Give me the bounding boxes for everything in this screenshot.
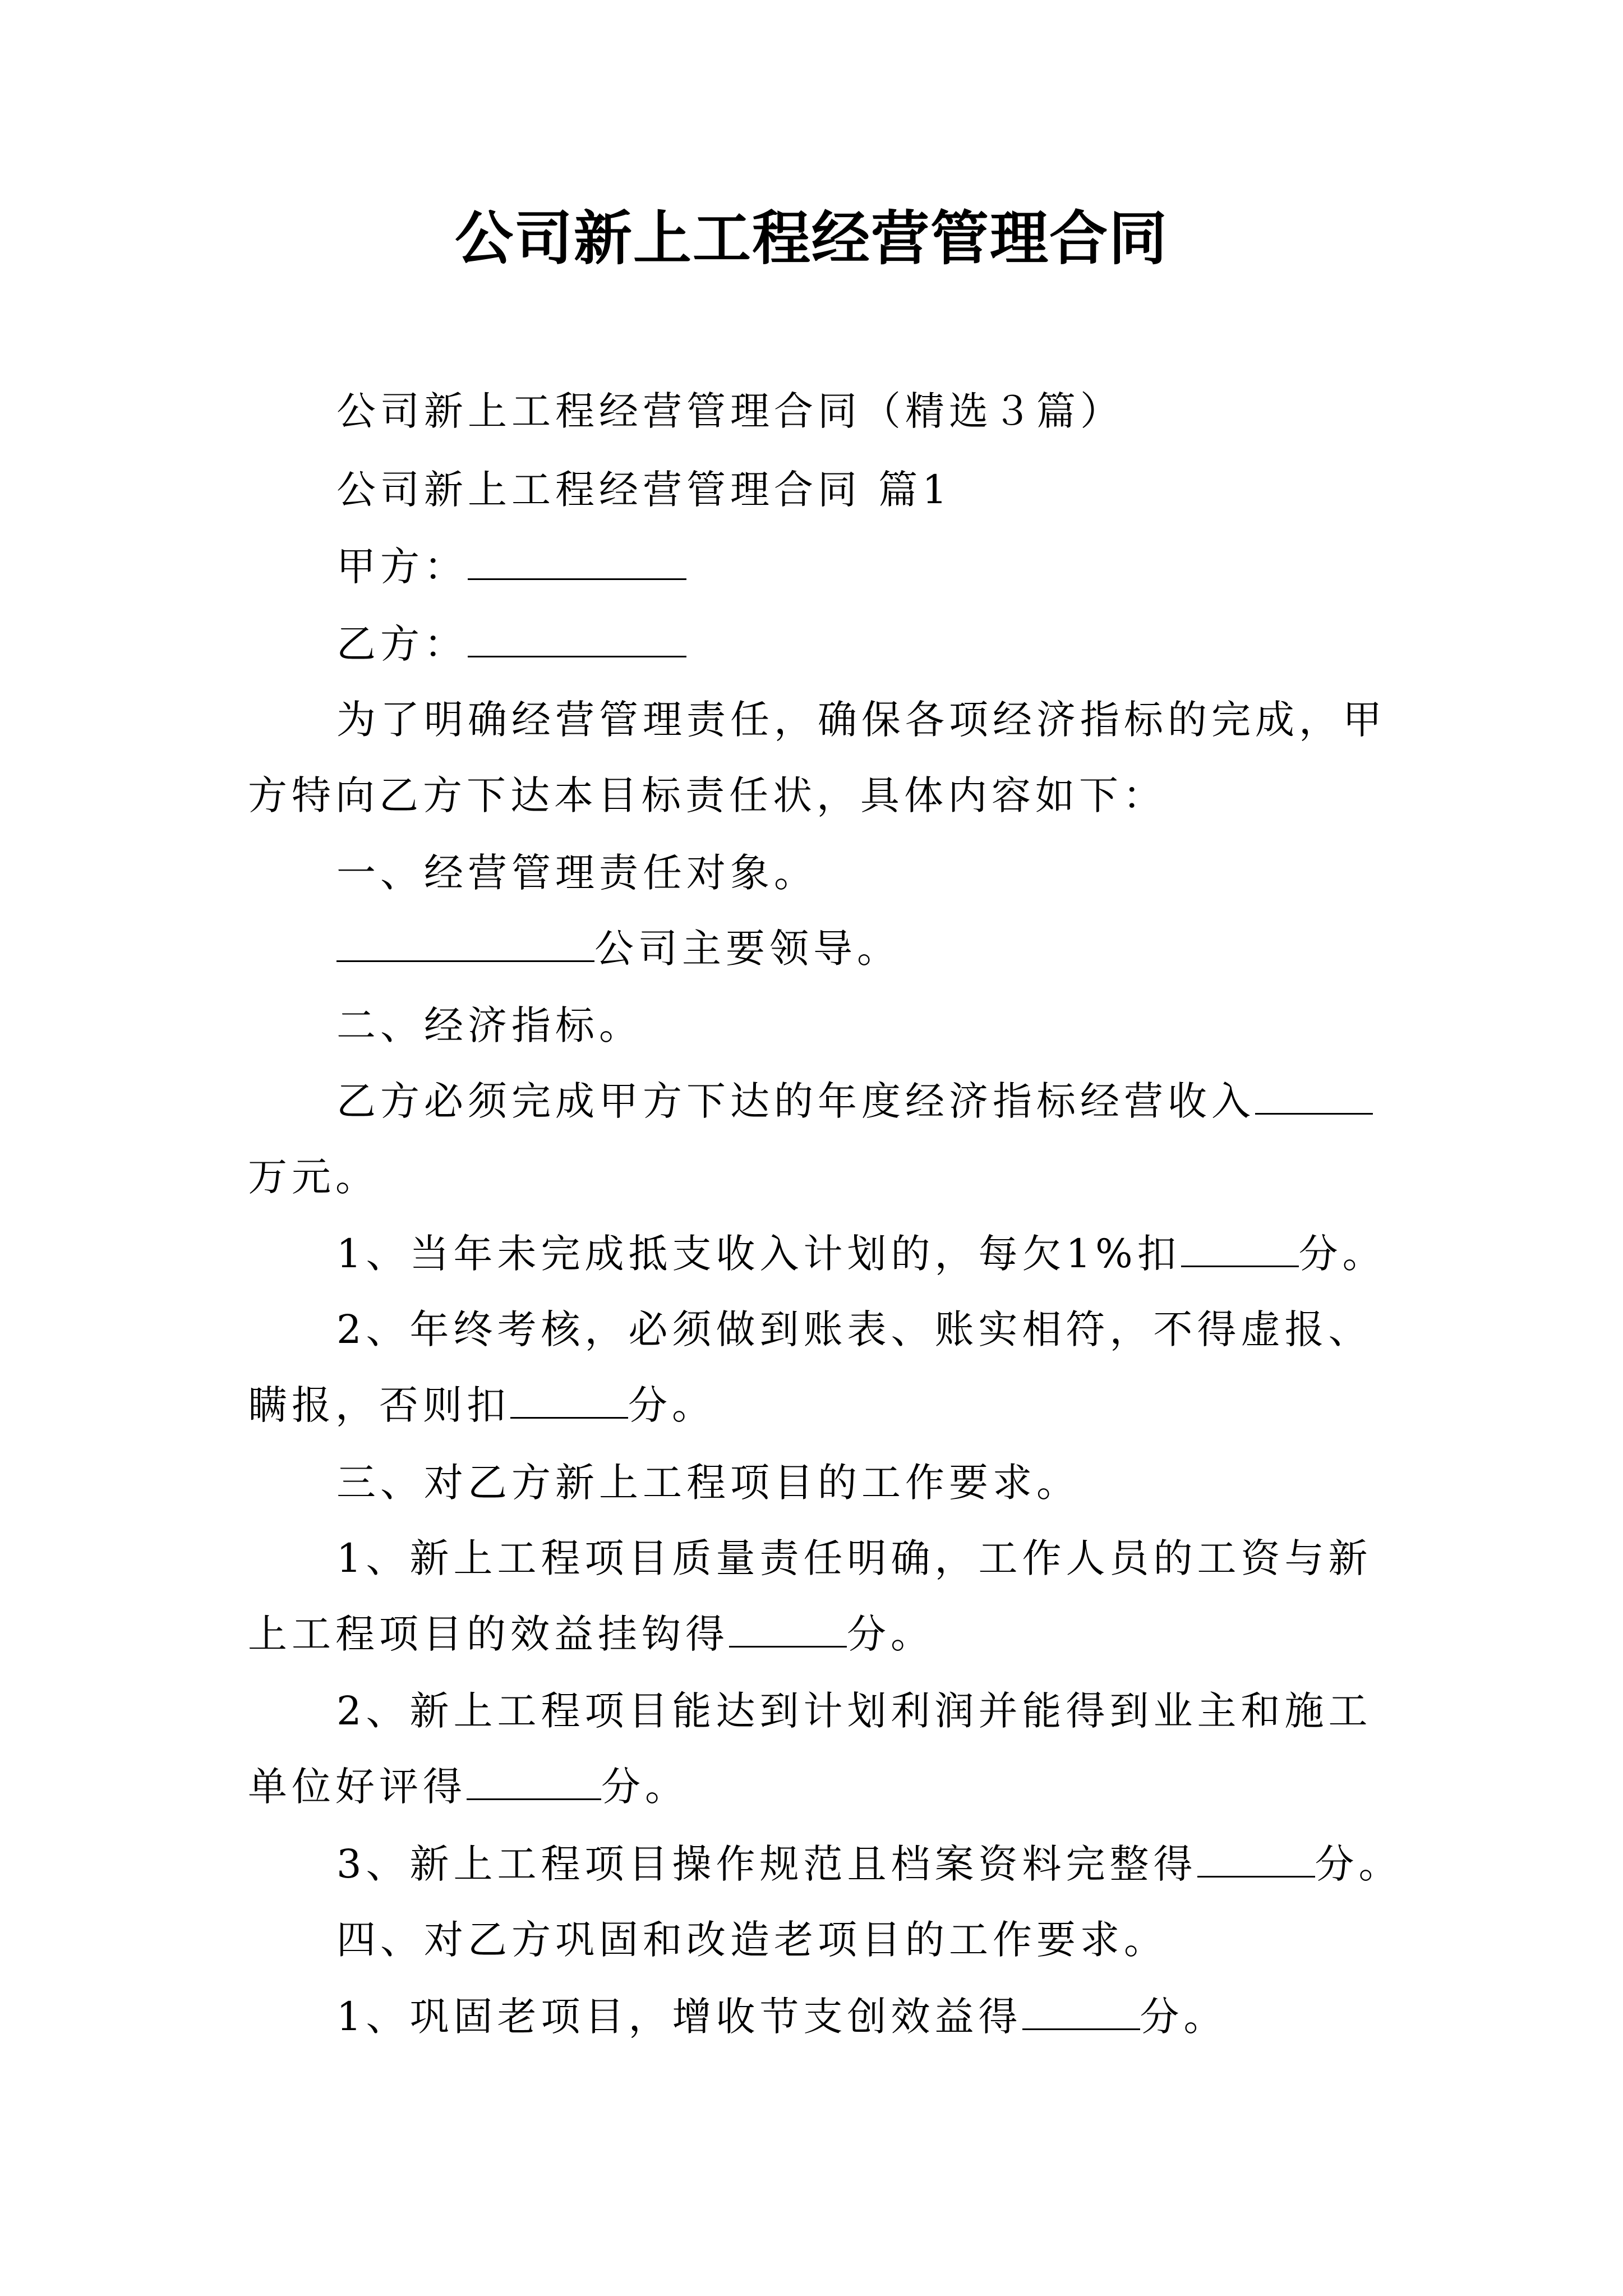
section-1-text: 公司主要领导。 [594, 926, 901, 972]
document-title: 公司新上工程经营管理合同 [454, 204, 1168, 273]
item-3-1-line-2 [248, 1609, 934, 1659]
party-a-blank [468, 544, 686, 580]
section-1-text-line [336, 923, 901, 974]
item-4-1-suffix: 分。 [1140, 1994, 1228, 2040]
item-3-2-line-1: 2、新上工程项目能达到计划利润并能得到业主和施工 [336, 1688, 1372, 1734]
document-subtitle: 公司新上工程经营管理合同（精选３篇） [336, 388, 1124, 434]
item-3-2-blank [467, 1764, 601, 1800]
intro-line-2: 方特向乙方下达本目标责任状，具体内容如下： [248, 772, 1166, 818]
item-3-3-text: 3、新上工程项目操作规范且档案资料完整得 [336, 1841, 1197, 1887]
item-2-1-blank [1181, 1231, 1299, 1267]
section-2-line-1 [336, 1076, 1373, 1126]
item-3-1-blank [729, 1611, 847, 1648]
item-3-2-suffix: 分。 [601, 1764, 689, 1810]
section-2-text: 乙方必须完成甲方下达的年度经济指标经营收入 [336, 1078, 1255, 1124]
section-4-heading: 四、对乙方巩固和改造老项目的工作要求。 [336, 1917, 1168, 1963]
party-b-label: 乙方： [336, 621, 468, 667]
item-2-1 [336, 1228, 1386, 1279]
item-2-1-text: 1、当年未完成抵支收入计划的，每欠1%扣 [336, 1231, 1181, 1277]
item-4-1-text: 1、巩固老项目，增收节支创效益得 [336, 1994, 1022, 2040]
party-a-label: 甲方： [336, 544, 468, 590]
company-name-blank [336, 926, 594, 962]
party-b-blank [468, 621, 686, 657]
section-2-line-2: 万元。 [248, 1154, 379, 1200]
item-2-2-line-2 [248, 1380, 716, 1430]
item-3-1-line-1: 1、新上工程项目质量责任明确，工作人员的工资与新 [336, 1535, 1372, 1581]
item-3-1-text: 上工程项目的效益挂钩得 [248, 1611, 729, 1657]
revenue-blank [1255, 1078, 1373, 1115]
item-2-1-suffix: 分。 [1298, 1231, 1386, 1277]
item-2-2-line-1: 2、年终考核，必须做到账表、账实相符，不得虚报、 [336, 1306, 1372, 1352]
item-3-1-suffix: 分。 [847, 1611, 934, 1657]
party-b-line [336, 619, 686, 669]
item-3-3-blank [1197, 1841, 1315, 1878]
item-2-2-suffix: 分。 [628, 1382, 716, 1428]
intro-line-1: 为了明确经营管理责任，确保各项经济指标的完成，甲 [336, 697, 1386, 743]
part-heading: 公司新上工程经营管理合同 篇1 [336, 467, 952, 513]
item-3-3 [336, 1839, 1403, 1889]
section-3-heading: 三、对乙方新上工程项目的工作要求。 [336, 1460, 1080, 1506]
item-3-3-suffix: 分。 [1315, 1841, 1403, 1887]
section-1-heading: 一、经营管理责任对象。 [336, 850, 818, 896]
item-2-2-blank [510, 1382, 628, 1419]
item-2-2-text: 瞒报，否则扣 [248, 1382, 510, 1428]
party-a-line [336, 541, 686, 592]
section-2-heading: 二、经济指标。 [336, 1002, 643, 1048]
item-3-2-text: 单位好评得 [248, 1764, 467, 1810]
item-4-1-blank [1022, 1994, 1140, 2030]
item-3-2-line-2 [248, 1761, 689, 1812]
item-4-1 [336, 1991, 1228, 2042]
